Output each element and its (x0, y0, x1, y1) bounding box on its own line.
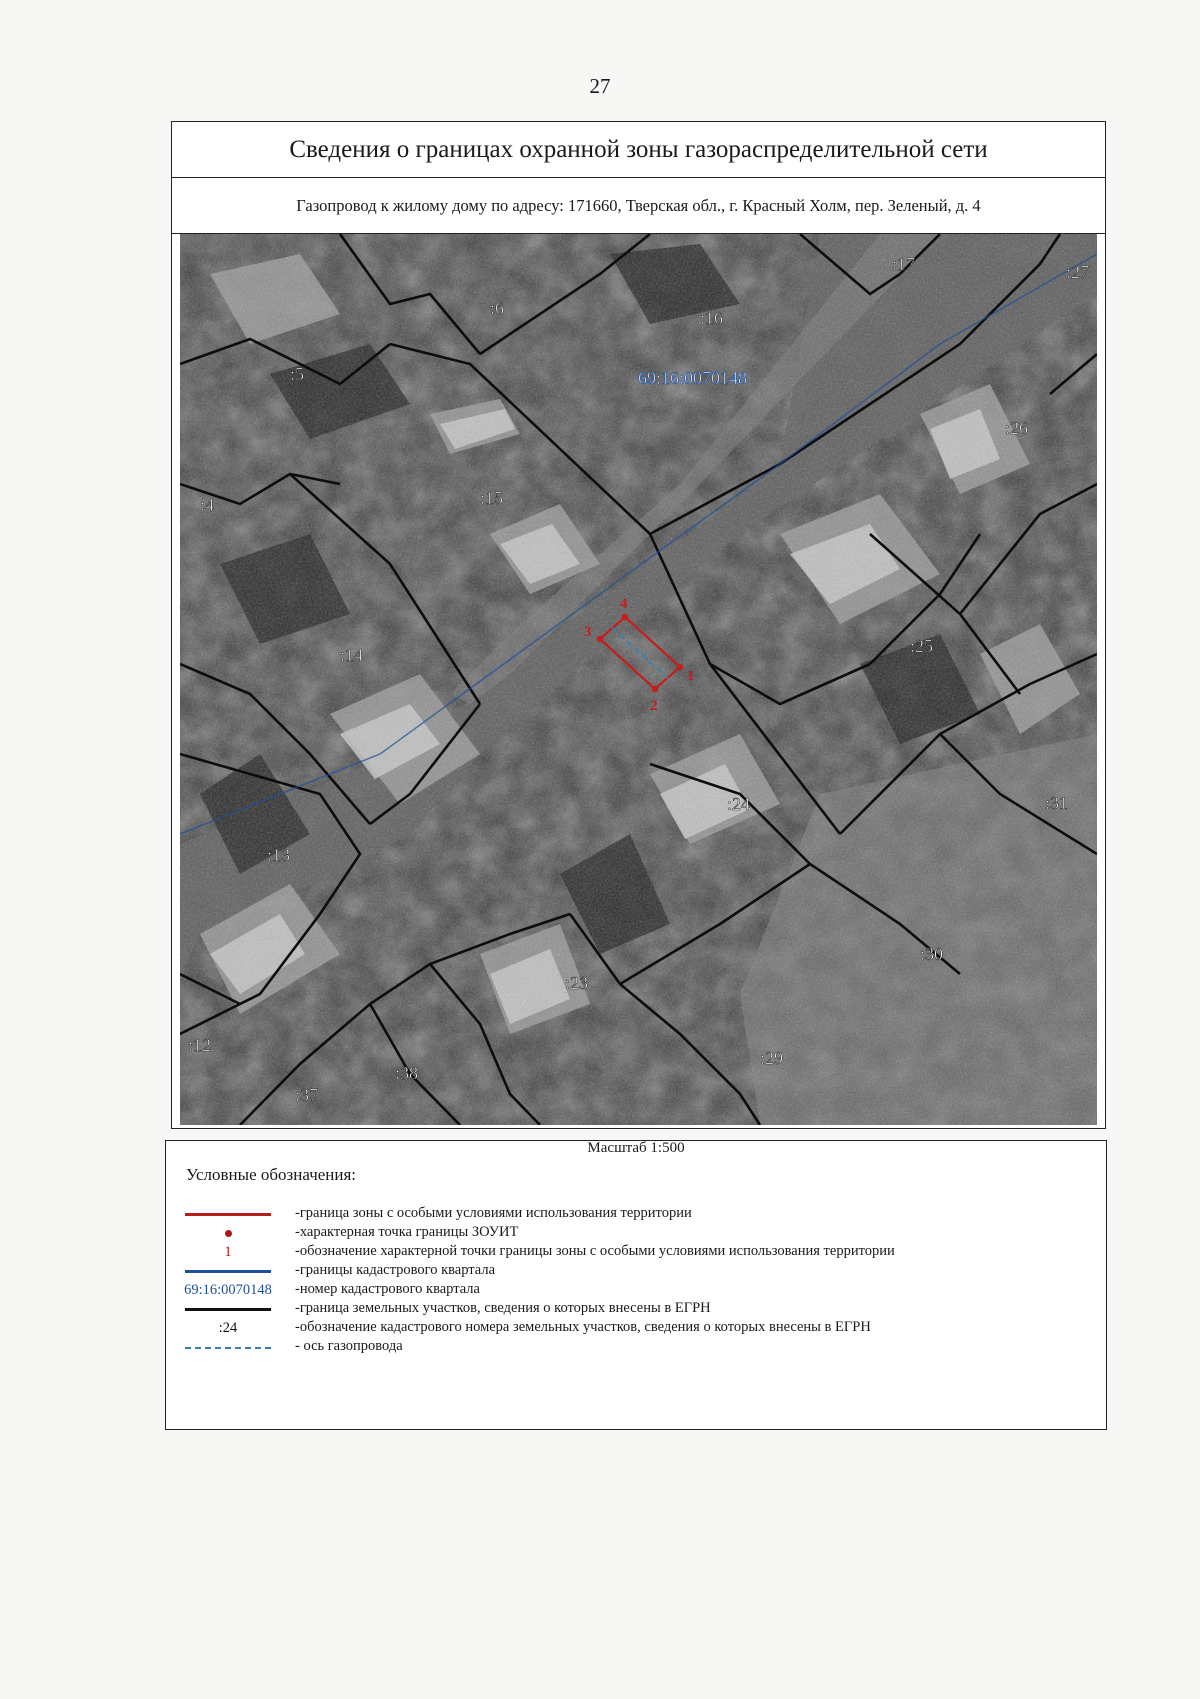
map-sheet (171, 121, 1106, 1129)
quarter-number-symbol: 69:16:0070148 (184, 1282, 272, 1298)
legend-item-quarter-boundary: -границы кадастрового квартала (166, 1262, 1106, 1281)
map-scale: Масштаб 1:500 (587, 1140, 685, 1156)
parcel-label[interactable]: :38 (395, 1063, 419, 1083)
parcel-label[interactable]: :29 (760, 1048, 784, 1068)
zone-point-2[interactable] (652, 686, 658, 692)
legend-item-parcel-boundary: -граница земельных участков, сведения о которых внесены в ЕГРН (166, 1300, 1106, 1319)
zone-point-label-2: 2 (650, 698, 658, 714)
parcel-label[interactable]: :16 (700, 308, 724, 328)
parcel-label[interactable]: :37 (295, 1085, 319, 1105)
parcel-label[interactable]: :12 (188, 1035, 212, 1055)
zone-point-label-4: 4 (620, 596, 628, 612)
parcel-label[interactable]: :15 (480, 488, 504, 508)
zone-point-label-3: 3 (584, 624, 592, 640)
legend-item-point-label: 1 -обозначение характерной точки границы зоны с особыми условиями использования территории (224, 1243, 895, 1260)
parcel-label[interactable]: :27 (1066, 262, 1090, 282)
sheet-title: Сведения о границах охранной зоны газораспределительной сети (172, 122, 1105, 178)
parcel-label[interactable]: :26 (1005, 418, 1029, 438)
parcel-label[interactable]: :25 (910, 636, 934, 656)
aerial-map[interactable] (180, 234, 1097, 1125)
legend-item-zone-point: -характерная точка границы ЗОУИТ (166, 1224, 1106, 1243)
parcel-label[interactable]: :4 (200, 495, 215, 515)
parcel-label[interactable]: :24 (727, 794, 751, 814)
point-label-symbol: 1 (224, 1244, 232, 1260)
parcel-label[interactable]: :6 (490, 298, 505, 318)
parcel-label[interactable]: :14 (340, 645, 364, 665)
legend-item-zone-boundary: -граница зоны с особыми условиями использования территории (166, 1205, 1106, 1224)
map-canvas (180, 234, 1097, 1125)
parcel-label[interactable]: :17 (892, 254, 916, 274)
legend (165, 1140, 1107, 1430)
parcel-label[interactable]: :5 (290, 364, 305, 384)
parcel-label[interactable]: :31 (1045, 793, 1069, 813)
blue-line-symbol (185, 1270, 271, 1273)
dashed-line-symbol (185, 1347, 271, 1349)
parcel-number-symbol: :24 (218, 1320, 238, 1336)
parcel-label[interactable]: :23 (565, 973, 589, 993)
red-line-symbol (185, 1213, 271, 1216)
zone-point-1[interactable] (677, 664, 683, 670)
parcel-label[interactable]: :13 (267, 845, 291, 865)
zone-point-label-1: 1 (687, 668, 695, 684)
quarter-label: 69:16:0070148 (638, 368, 748, 388)
sheet-subtitle: Газопровод к жилому дому по адресу: 171660, Тверская обл., г. Красный Холм, пер. Зеленый, д. 4 (172, 178, 1105, 234)
black-line-symbol (185, 1308, 271, 1311)
page-number: 27 (589, 74, 611, 98)
zone-point-3[interactable] (597, 636, 603, 642)
zone-point-4[interactable] (622, 614, 628, 620)
red-dot-symbol (225, 1230, 232, 1237)
legend-item-pipeline-axis: - ось газопровода (166, 1338, 1106, 1357)
legend-item-quarter-number: 69:16:0070148 -номер кадастрового квартала (184, 1281, 480, 1298)
parcel-label[interactable]: :30 (920, 944, 944, 964)
legend-title: Условные обозначения: (186, 1165, 357, 1184)
legend-item-parcel-number: :24 -обозначение кадастрового номера земельных участков, сведения о которых внесены в ЕГРН (218, 1319, 871, 1336)
